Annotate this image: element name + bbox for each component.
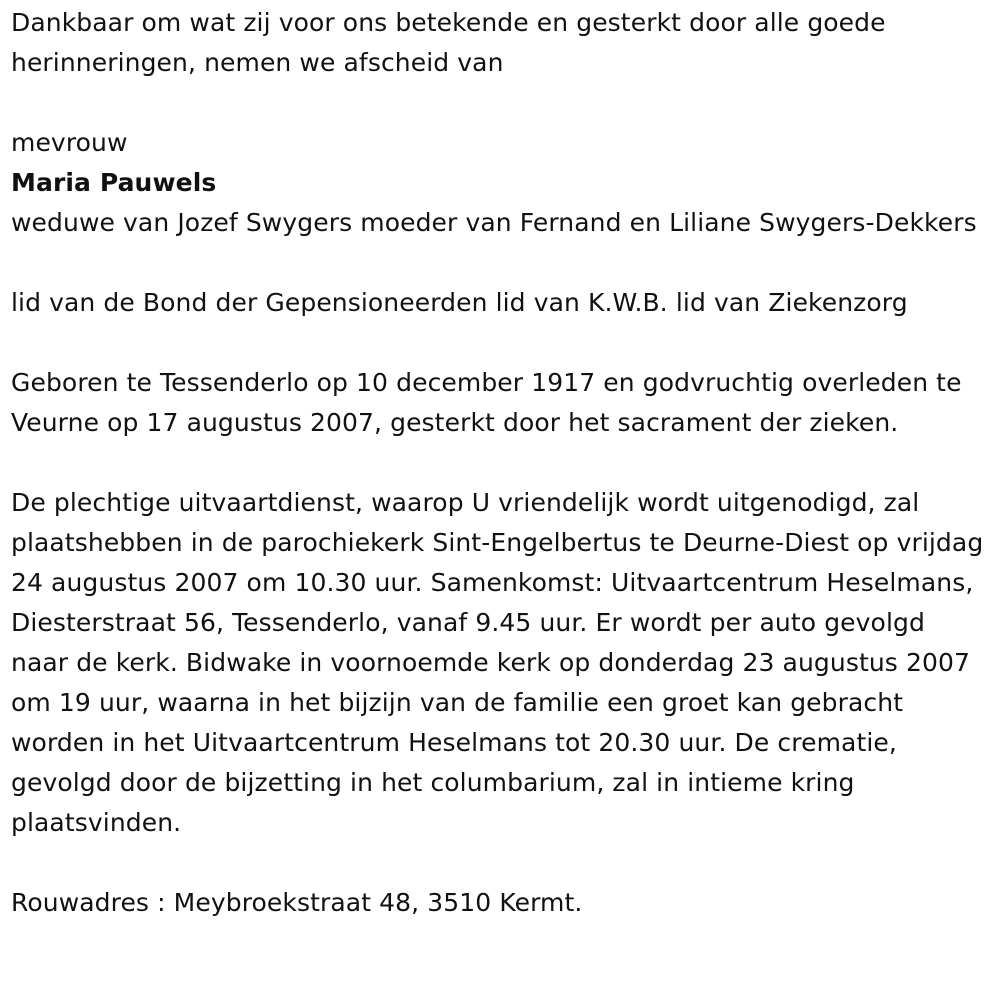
birth-death-text: Geboren te Tessenderlo op 10 december 1917 en godvruchtig overleden te Veurne op 17 augustus 2007, gesterkt door het sacrament der zieken. — [11, 368, 962, 437]
memberships-text: lid van de Bond der Gepensioneerden lid van K.W.B. lid van Ziekenzorg — [11, 288, 908, 317]
mourning-address: Rouwadres : Meybroekstraat 48, 3510 Kermt. — [11, 888, 583, 917]
funeral-service-text: De plechtige uitvaartdienst, waarop U vriendelijk wordt uitgenodigd, zal plaatshebben in de parochiekerk Sint-Engelbertus te Deurne-Diest op vrijdag 24 augustus 2007 om 10.30 uur. Samenkomst: Uitvaartcentrum Heselmans, Diesterstraat 56, Tessenderlo, vanaf 9.45 uur. Er wordt per auto gevolgd naar de kerk. Bidwake in voornoemde kerk op donderdag 23 augustus 2007 om 19 uur, waarna in het bijzijn van de familie een groet kan gebracht worden in het Uitvaartcentrum Heselmans tot 20.30 uur. De crematie, gevolgd door de bijzetting in het columbarium, zal in intieme kring plaatsvinden. — [11, 488, 984, 837]
spacer — [11, 843, 986, 883]
spacer — [11, 83, 986, 123]
relations-text: weduwe van Jozef Swygers moeder van Fernand en Liliane Swygers-Dekkers — [11, 208, 977, 237]
spacer — [11, 323, 986, 363]
spacer — [11, 443, 986, 483]
intro-text: Dankbaar om wat zij voor ons betekende en gesterkt door alle goede herinneringen, nemen we afscheid van — [11, 8, 886, 77]
spacer — [11, 243, 986, 283]
deceased-name: Maria Pauwels — [11, 168, 217, 197]
title-prefix: mevrouw — [11, 128, 128, 157]
